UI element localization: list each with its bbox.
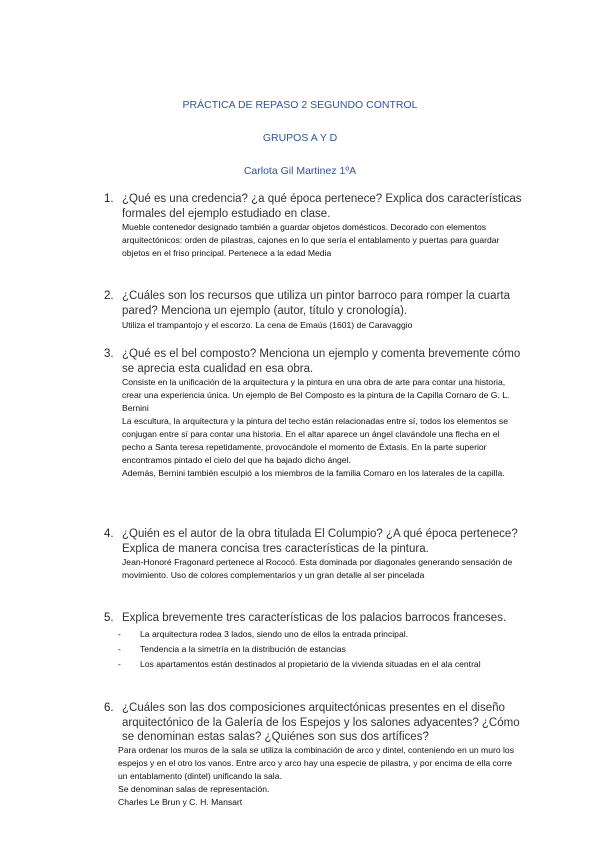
question-text: ¿Cuáles son las dos composiciones arquitectónicas presentes en el diseño arquitectónico de la Galería de los Espejos y los salones adyacentes? ¿Cómo se denominan estas salas? ¿Quiénes son sus dos artífices? [122,702,520,743]
question-number: 3. [104,348,114,360]
bullet-text: La arquitectura rodea 3 lados, siendo uno de ellos la entrada principal. [140,629,409,639]
bullet-dash: - [118,659,121,669]
answer-paragraph: La escultura, la arquitectura y la pintura del techo están relacionadas entre sí, todos los elementos se conjugan entre sí para contar una historia. En el altar aparece un ángel clavándole una flecha en el pecho a Santa teresa repetidamente, provocándole el momento de Éxtasis. En la parte superior encontramos pintado el cielo del que ha bajado dicho ángel. [122,416,508,465]
answer-bullet-list [118,628,518,673]
document-author: Carlota Gil Martinez 1ºA [243,165,357,177]
answer-text [122,556,522,582]
question-number: 1. [104,193,114,205]
answer-text [122,221,522,260]
question-text: ¿Qué es el bel composto? Menciona un ejemplo y comenta brevemente cómo se aprecia esta cualidad en esa obra. [122,348,521,375]
question-text: ¿Qué es una credencia? ¿a qué época pertenece? Explica dos características formales del ejemplo estudiado en clase. [122,193,522,220]
bullet-dash: - [118,644,121,654]
document-title: PRÁCTICA DE REPASO 2 SEGUNDO CONTROL [182,99,418,111]
answer-paragraph: Charles Le Brun y C. H. Mansart [118,797,243,807]
bullet-dash: - [118,629,121,639]
answer-paragraph: Además, Bernini también esculpió a los miembros de la familia Cornaro en los laterales de la capilla. [122,468,505,478]
question-number: 6. [104,702,114,714]
answer-text [122,376,522,480]
answer-paragraph: Consiste en la unificación de la arquitectura y la pintura en una obra de arte para contar una historia, crear una experiencia única. Un ejemplo de Bel Composto es la pintura de la Capilla Cornaro de G. L. Bernini [122,377,510,413]
answer-paragraph: Utiliza el trampantojo y el escorzo. La cena de Emaús (1601) de Caravaggio [122,320,413,330]
answer-paragraph: Se denominan salas de representación. [118,784,270,794]
question-number: 2. [104,290,114,302]
question-text: ¿Cuáles son los recursos que utiliza un pintor barroco para romper la cuarta pared? Menciona un ejemplo (autor, título y cronología). [122,290,510,317]
answer-text [118,744,524,809]
answer-text [122,319,522,332]
list-item [118,643,518,656]
document-groups: GRUPOS A Y D [262,132,338,144]
bullet-text: Los apartamentos están destinados al propietario de la vivienda situadas en el ala central [140,659,481,669]
bullet-text: Tendencia a la simetría en la distribución de estancias [140,644,346,654]
answer-paragraph: Jean-Honoré Fragonard pertenece al Rococó. Esta dominada por diagonales generando sensación de movimiento. Uso de colores complementarios y un gran detalle al ser pincelada [122,557,513,580]
answer-paragraph: Para ordenar los muros de la sala se utiliza la combinación de arco y dintel, conteniendo en un muro los espejos y en el otro los vanos. Entre arco y arco hay una especie de pilastra, y por encima de ella corre un entablamento (dintel) unificando la sala. [118,745,515,781]
question-number: 5. [104,612,114,624]
answer-paragraph: Mueble contenedor designado también a guardar objetos domésticos. Decorado con elementos arquitectónicos: orden de pilastras, cajones en lo que sería el entablamento y puertas para guardar objetos en el friso principal. Pertenece a la edad Media [122,222,500,258]
question-text: ¿Quién es el autor de la obra titulada El Columpio? ¿A qué época pertenece? Explica de manera concisa tres características de la pintura. [122,528,518,555]
list-item [118,628,518,641]
question-number: 4. [104,528,114,540]
list-item [118,658,518,671]
question-text: Explica brevemente tres características de los palacios barrocos franceses. [122,612,507,624]
